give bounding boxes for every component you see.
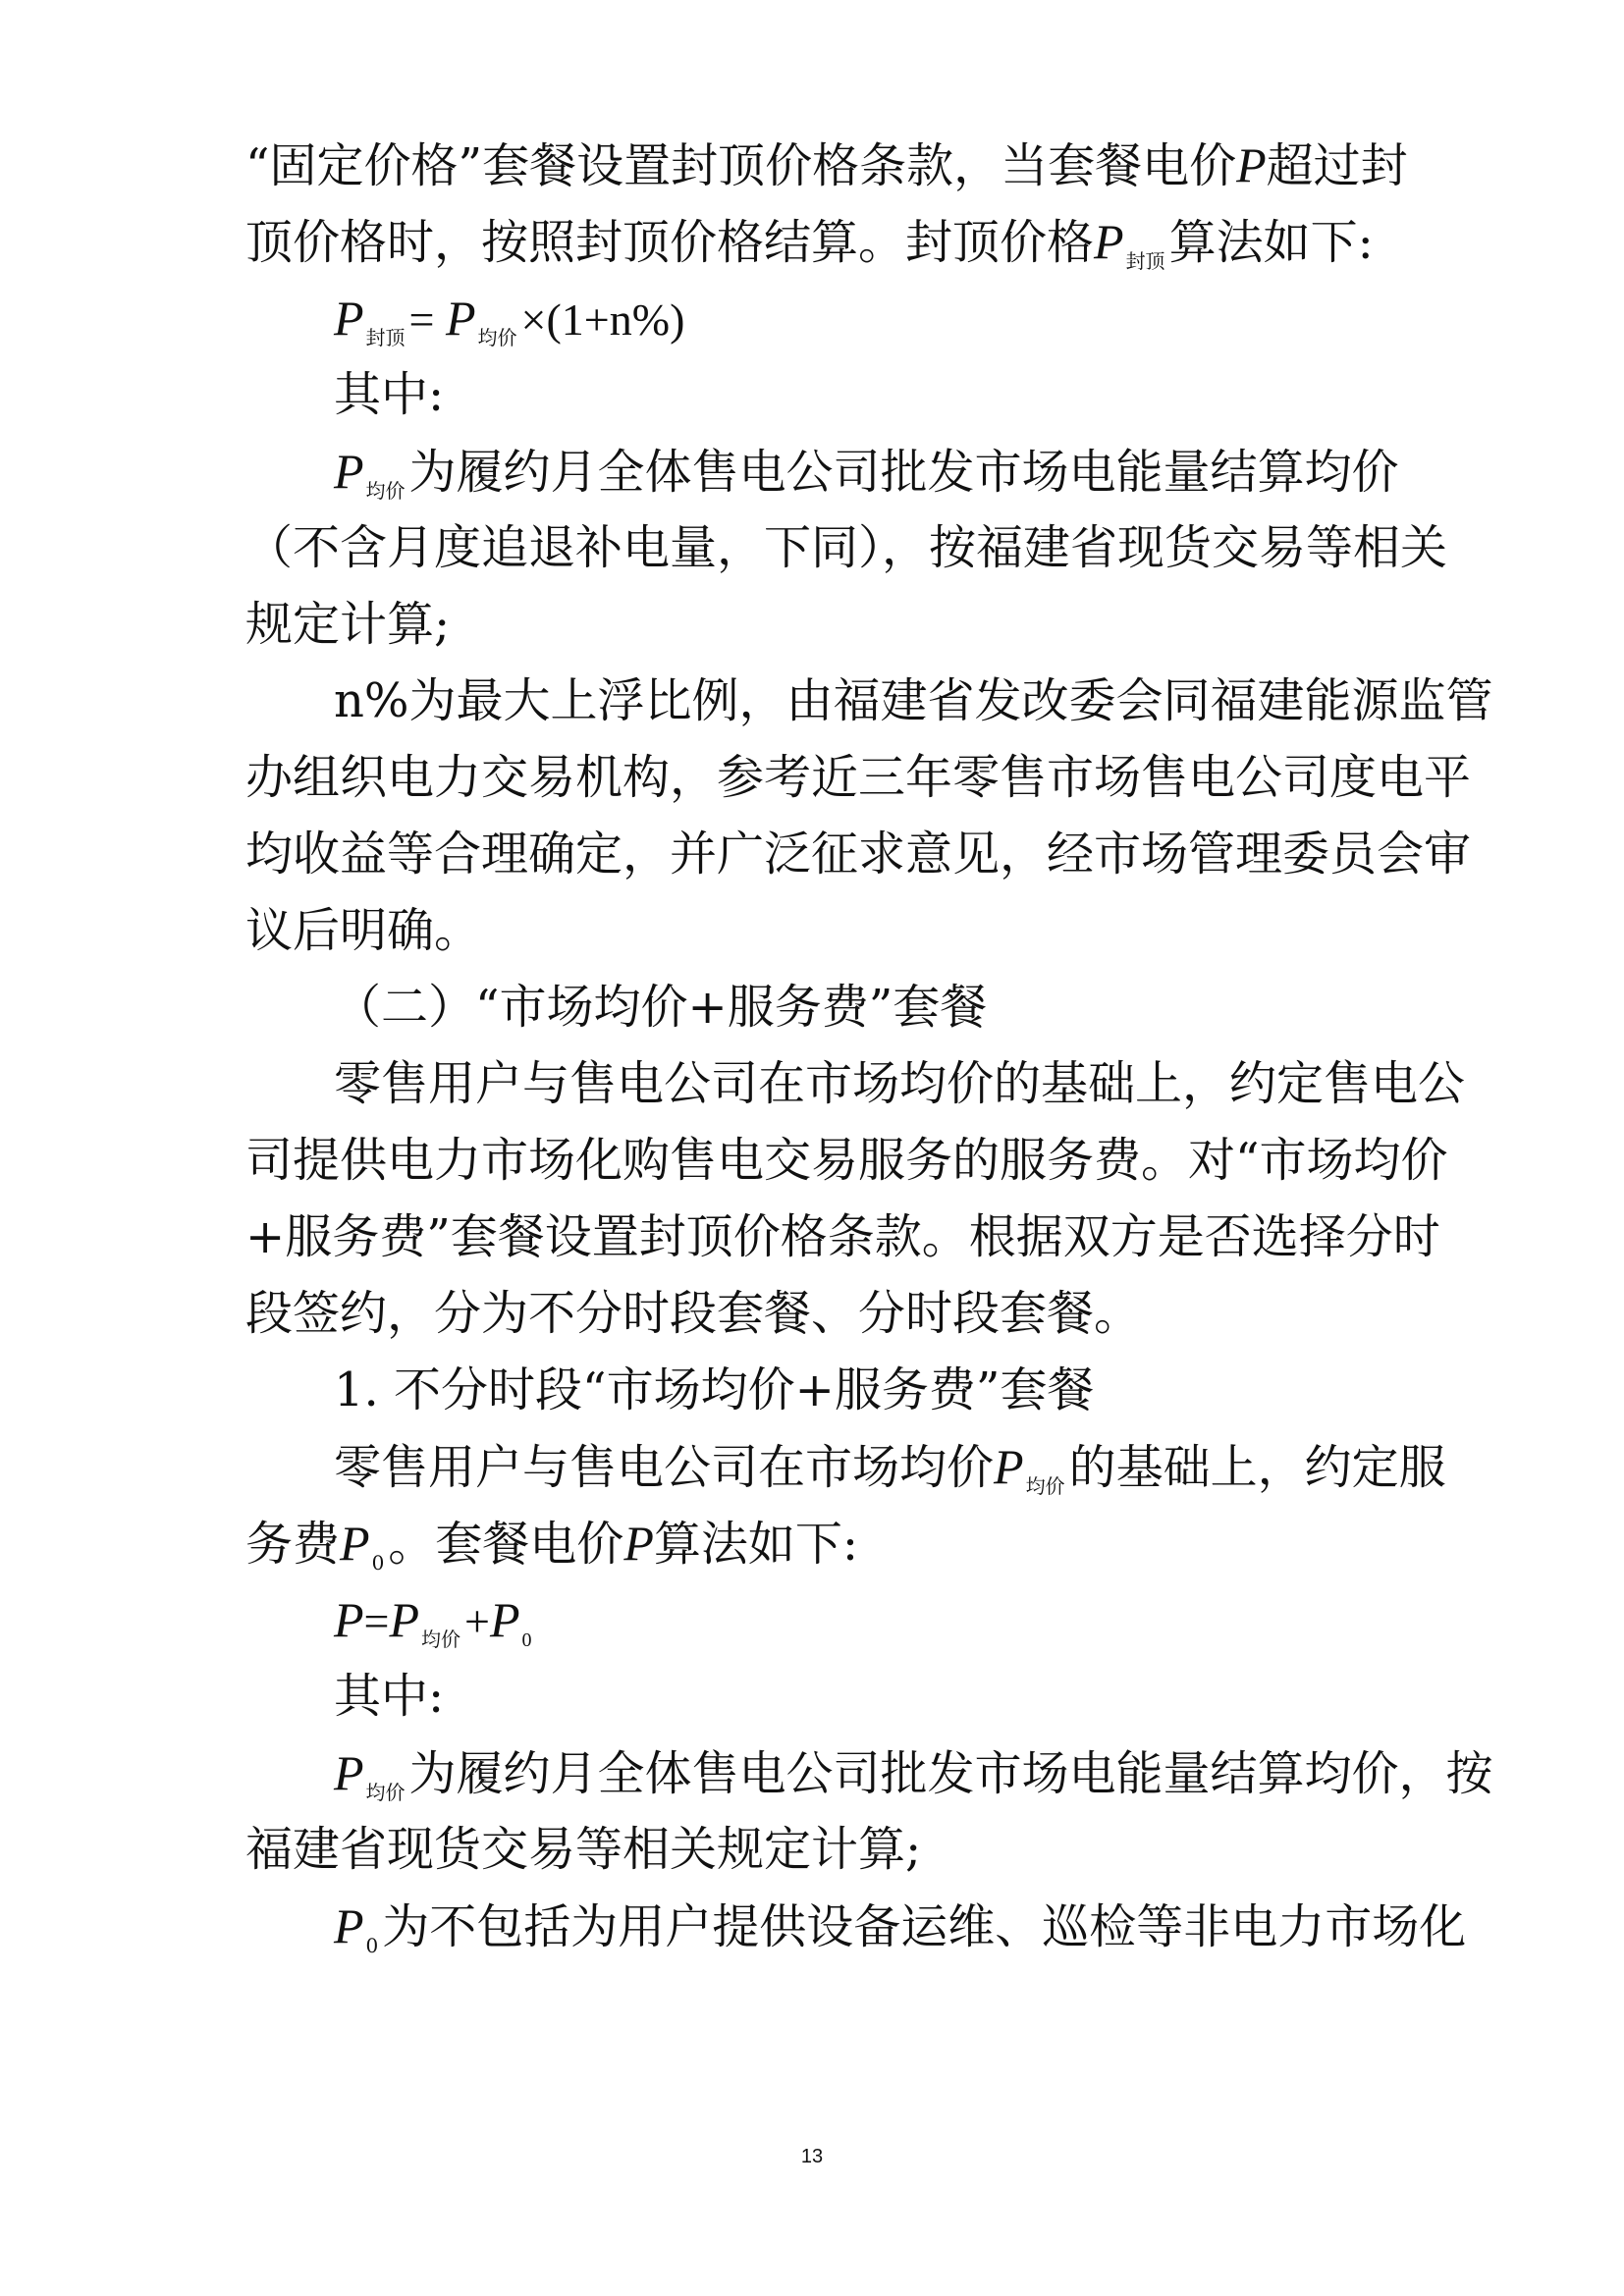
def-n-line4: 议后明确。: [245, 903, 482, 958]
where-label-1: 其中:: [334, 367, 445, 422]
para3-line1: 零售用户与售电公司在市场均价P $_{均价}$的基础上，约定服: [334, 1439, 1446, 1498]
def-avg1-line3: 规定计算;: [245, 597, 451, 652]
var-p: P: [1094, 214, 1124, 269]
var-p: P: [1236, 137, 1267, 192]
para2-line1: 零售用户与售电公司在市场均价的基础上，约定售电公: [334, 1056, 1466, 1111]
para3-line2: 务费P $_0$。套餐电价P算法如下:: [245, 1516, 859, 1575]
where-label-2: 其中:: [334, 1669, 445, 1724]
page-number: 13: [800, 2146, 824, 2167]
para2-line4: 段签约，分为不分时段套餐、分时段套餐。: [245, 1286, 1142, 1341]
def-avg1-line2: （不含月度追退补电量，下同），按福建省现货交易等相关: [245, 520, 1448, 575]
def-avg2-line1: P $_{均价}$为履约月全体售电公司批发市场电能量结算均价，按: [334, 1745, 1493, 1804]
para1-line2: 顶价格时，按照封顶价格结算。封顶价格P $_{封顶}$算法如下:: [245, 214, 1374, 273]
def-avg1-line1: P $_{均价}$为履约月全体售电公司批发市场电能量结算均价: [334, 444, 1399, 503]
para1-line1: “固定价格”套餐设置封顶价格条款，当套餐电价P超过封: [245, 137, 1408, 193]
def-avg2-line2: 福建省现货交易等相关规定计算;: [245, 1822, 922, 1877]
section-heading-2: （二）“市场均价+服务费”套餐: [334, 980, 988, 1035]
def-p0-line1: P $_0$为不包括为用户提供设备运维、巡检等非电力市场化: [334, 1898, 1467, 1957]
formula-cap-price: P $_{封顶}$= P $_{均价}$×(1+n%): [334, 291, 685, 349]
def-n-line1: n%为最大上浮比例，由福建省发改委会同福建能源监管: [334, 673, 1493, 728]
para2-line2: 司提供电力市场化购售电交易服务的服务费。对“市场均价: [245, 1133, 1448, 1188]
formula-package-price: P=P $_{均价}$+P $_0$: [334, 1592, 532, 1651]
def-n-line3: 均收益等合理确定，并广泛征求意见，经市场管理委员会审: [245, 827, 1472, 881]
def-n-line2: 办组织电力交易机构，参考近三年零售市场售电公司度电平: [245, 750, 1472, 805]
para2-line3: +服务费”套餐设置封顶价格条款。根据双方是否选择分时: [245, 1209, 1440, 1264]
subscript-cap: 封顶: [1125, 249, 1165, 273]
section-heading-3: 1. 不分时段“市场均价+服务费”套餐: [334, 1362, 1095, 1417]
